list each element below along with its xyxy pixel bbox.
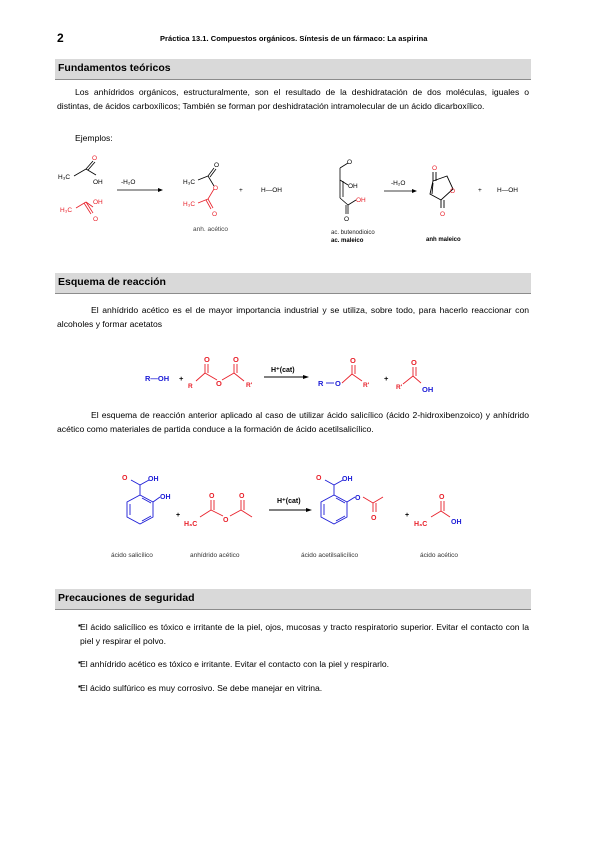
label-acetilsalicilico: ácido acetilsalicílico [301, 552, 359, 559]
oh-label-red: OH [356, 197, 366, 204]
water-label: H—OH [261, 187, 282, 194]
arrowhead [306, 508, 312, 512]
oh-label: OH [148, 476, 159, 483]
bullet-marker: ▪ [78, 658, 81, 667]
o-ester-label: O [355, 495, 361, 502]
water-label: H—OH [497, 187, 518, 194]
h3c-label: H₃C [58, 174, 71, 181]
acetic-anhydride-molecule [198, 168, 216, 186]
section-title: Fundamentos teóricos [58, 62, 171, 74]
o-label: O [432, 165, 438, 172]
catalyst-label: H⁺(cat) [271, 367, 295, 374]
o-label: O [371, 515, 377, 522]
scheme-aspirin-synthesis [111, 475, 462, 559]
acetic-anhydride-molecule [200, 500, 252, 517]
scheme-general-esterification [145, 355, 433, 394]
acetic-acid-molecule [74, 161, 96, 176]
scheme-acetic-anhydride-formation [58, 155, 518, 244]
oh-label: OH [422, 385, 434, 394]
bullet-marker: ▪ [78, 621, 81, 630]
h3c-label: H₃C [184, 521, 198, 528]
r-prime-label: R' [396, 384, 403, 391]
running-title: Práctica 13.1. Compuestos orgánicos. Síntesis de un fármaco: La aspirina [160, 34, 428, 43]
arrowhead [412, 189, 417, 193]
carboxylic-acid-molecule [403, 367, 421, 384]
fundamentos-paragraph: Los anhídridos orgánicos, estructuralmente, son el resultado de la deshidratación de dos moléculas, iguales o distintas, de ácidos carboxílicos; También se forman por deshidratación intramolecular de un ácido dicarboxílico. [57, 87, 529, 111]
r-label: R [318, 379, 324, 388]
salicylic-acid-molecule [127, 480, 160, 524]
label-acetico: ácido acético [420, 552, 458, 559]
r-label: R [188, 383, 193, 390]
o-label: O [411, 358, 417, 367]
r-oh-label: R—OH [145, 374, 170, 383]
r-prime-label: R' [246, 382, 253, 389]
anh-maleico-label: anh maleico [426, 237, 461, 243]
o-ester-label: O [335, 379, 341, 388]
oh-label: OH [342, 476, 353, 483]
o-label-red: O [93, 216, 99, 223]
catalyst-label: H⁺(cat) [277, 498, 301, 505]
h3c-label-red: H₃C [60, 207, 73, 214]
label-anhidrido: anhídrido acético [190, 552, 240, 559]
section-title: Esquema de reacción [58, 276, 166, 288]
plus-sign: + [176, 512, 181, 519]
safety-item-3: El ácido sulfúrico es muy corrosivo. Se debe manejar en vitrina. [80, 683, 323, 693]
h3c-label-red: H₃C [183, 201, 196, 208]
maleico-label: ac. maleico [331, 238, 364, 244]
o-label: O [350, 356, 356, 365]
o-bridge-label: O [216, 379, 222, 388]
h3c-label: H₃C [183, 179, 196, 186]
o-label: O [214, 162, 220, 169]
plus-sign: + [384, 374, 389, 383]
arrowhead [303, 375, 309, 379]
aspirin-molecule [321, 480, 355, 524]
oh-label: OH [93, 179, 103, 186]
plus-sign: + [405, 512, 410, 519]
section-title: Precauciones de seguridad [58, 592, 195, 604]
safety-item-2: El anhídrido acético es tóxico e irritante. Evitar el contacto con la piel y respirarlo. [80, 659, 390, 669]
o-label: O [233, 355, 239, 364]
h3c-label: H₃C [414, 521, 428, 528]
minus-water-label: -H₂O [121, 179, 136, 186]
minus-water-label: -H₂O [391, 180, 406, 187]
esquema-paragraph-1: El anhídrido acético es el de mayor importancia industrial y se utiliza, sobre todo, para hacerlo reaccionar con alcoholes y formar acetatos [57, 305, 529, 329]
o-label: O [440, 211, 446, 218]
o-ring-label: O [450, 188, 456, 195]
plus-sign: + [239, 187, 243, 194]
r-prime-label: R' [363, 382, 370, 389]
o-label: O [316, 475, 322, 482]
o-label: O [239, 493, 245, 500]
o-bridge-label: O [223, 517, 229, 524]
oh-label-red: OH [93, 199, 103, 206]
acetic-acid-molecule-red [76, 202, 93, 214]
arrowhead [158, 188, 163, 192]
o-label: O [344, 216, 350, 223]
o-label: O [439, 494, 445, 501]
oh-label: OH [348, 183, 358, 190]
esquema-paragraph-2: El esquema de reacción anterior aplicado al caso de utilizar ácido salicílico (ácido 2-hidroxibenzoico) y anhídrido acético como materiales de partida conduce a la formación de ácido acetilsalicílico. [57, 410, 529, 434]
plus-sign: + [179, 374, 184, 383]
acetic-acid-molecule [431, 501, 450, 517]
ester-molecule [342, 365, 362, 383]
o-label: O [347, 159, 353, 166]
oh-label: OH [160, 494, 171, 501]
o-label: O [209, 493, 215, 500]
o-label: O [92, 155, 98, 162]
o-label-red: O [212, 211, 218, 218]
o-label: O [122, 475, 128, 482]
examples-label: Ejemplos: [75, 133, 113, 143]
safety-item-1: El ácido salicílico es tóxico e irritante de la piel, ojos, mucosas y tracto respiratorio superior. Evitar el contacto con la piel y respirar el polvo. [80, 622, 529, 646]
o-bridge-label: O [213, 185, 219, 192]
anh-acetico-label: anh. acético [193, 226, 229, 233]
bullet-marker: ▪ [78, 682, 81, 691]
page-number: 2 [57, 31, 64, 45]
butenodioico-label: ac. butenodioico [331, 230, 375, 236]
plus-sign: + [478, 187, 482, 194]
label-salicilico: ácido salicílico [111, 552, 153, 559]
oh-label: OH [451, 519, 462, 526]
o-label: O [204, 355, 210, 364]
